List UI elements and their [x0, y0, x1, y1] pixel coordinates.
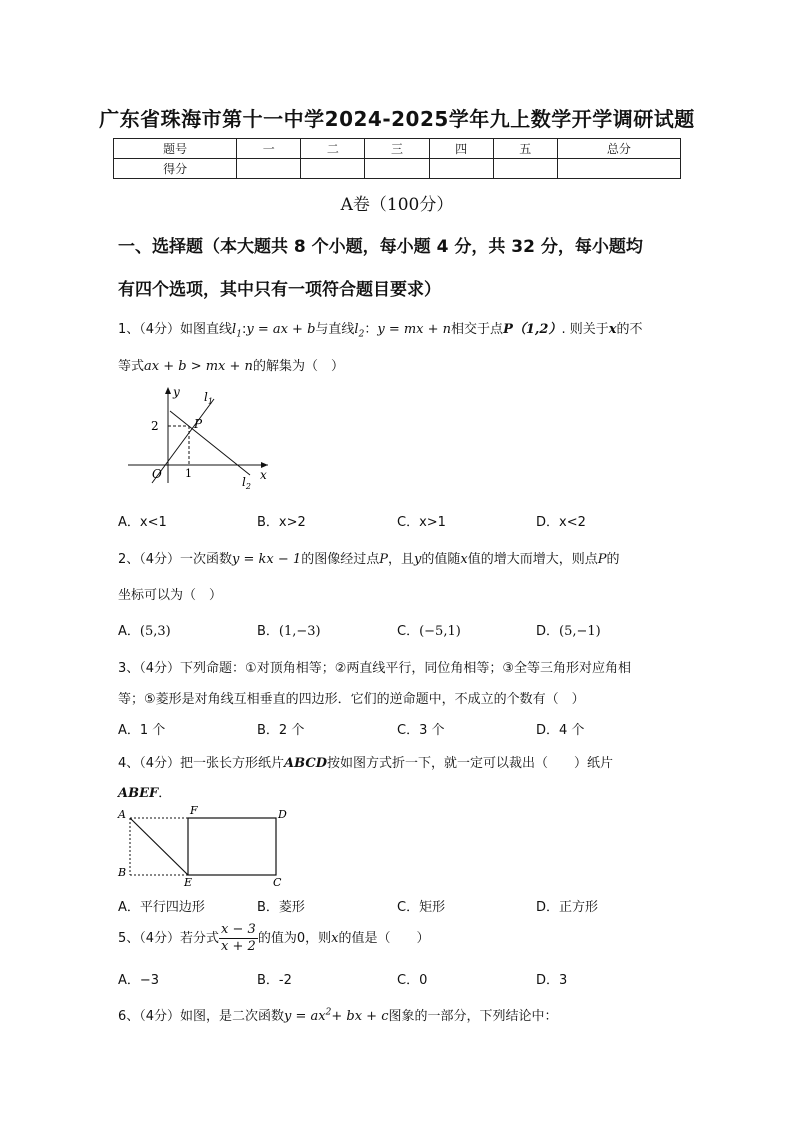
q4-option-c[interactable]: C．矩形 — [397, 900, 446, 915]
q2-line2: 坐标可以为（ ） — [118, 588, 223, 603]
section-a-title: A卷（100分） — [340, 195, 454, 215]
fold-line-ae — [130, 818, 188, 875]
label-c: C — [273, 876, 282, 888]
tick-two-label: 2 — [151, 419, 159, 433]
q3-option-c[interactable]: C．3 个 — [397, 723, 445, 738]
q5-option-c[interactable]: C．0 — [397, 973, 428, 988]
score-cell[interactable] — [237, 159, 301, 179]
label-a: A — [118, 808, 126, 821]
point-p-label: P — [194, 417, 203, 431]
q1-option-c[interactable]: C．x>1 — [397, 515, 446, 530]
q4-line2: ABEF． — [118, 786, 172, 801]
q4-option-d[interactable]: D．正方形 — [536, 900, 599, 915]
q4-figure — [116, 804, 296, 888]
y-label: y — [173, 385, 180, 399]
q3-option-b[interactable]: B．2 个 — [257, 723, 305, 738]
header-cell: 题号 — [114, 139, 237, 159]
q1-line2: 等式ax + b > mx + n的解集为（ ） — [118, 359, 344, 374]
q2-option-c[interactable]: C．(−5,1) — [397, 624, 461, 639]
q2-option-a[interactable]: A．(5,3) — [118, 624, 171, 639]
header-cell: 总分 — [557, 139, 680, 159]
q5-option-d[interactable]: D．3 — [536, 973, 568, 988]
exam-title: 广东省珠海市第十一中学2024-2025学年九上数学开学调研试题 — [99, 107, 695, 131]
q1-option-b[interactable]: B．x>2 — [257, 515, 306, 530]
y-axis-arrow — [165, 387, 171, 394]
q1-option-d[interactable]: D．x<2 — [536, 515, 586, 530]
q6-line: 6、（4分）如图，是二次函数$y = ax^2+$ bx + c图象的一部分，下列结论中： — [118, 1007, 558, 1024]
q1-line1: 1、（4分）如图直线$l_1:y$ = ax + b与直线$l_2$：y = mx + n相交于点P（1,2）. 则关于x的不 — [118, 322, 643, 340]
score-cell[interactable] — [429, 159, 493, 179]
q3-line1: 3、（4分）下列命题：①对顶角相等；②两直线平行，同位角相等；③全等三角形对应角相 — [118, 661, 632, 676]
row-label-cell: 得分 — [114, 159, 237, 179]
score-cell[interactable] — [365, 159, 429, 179]
q5-option-a[interactable]: A．−3 — [118, 973, 160, 988]
q4-line1: 4、（4分）把一张长方形纸片ABCD按如图方式折一下，就一定可以裁出（ ）纸片 — [118, 756, 613, 771]
q5-line: 5、（4分）若分式 $\frac{x - 3}{x + 2}$ 的值为0，则x的值是（ ） — [118, 922, 430, 954]
q1-eq2: y = mx + n — [377, 322, 452, 337]
q1-figure — [118, 383, 278, 493]
score-cell[interactable] — [301, 159, 365, 179]
q4-option-b[interactable]: B．菱形 — [257, 900, 305, 915]
q1-option-a[interactable]: A．x<1 — [118, 515, 167, 530]
q3-line2: 等；⑤菱形是对角线互相垂直的四边形．它们的逆命题中，不成立的个数有（ ） — [118, 692, 585, 707]
header-cell: 三 — [365, 139, 429, 159]
tick-one-label: 1 — [185, 467, 192, 480]
q3-option-a[interactable]: A．1 个 — [118, 723, 166, 738]
rect-fdce — [188, 818, 276, 875]
score-cell[interactable] — [493, 159, 557, 179]
label-e: E — [184, 876, 193, 888]
l2-label: $l_2$ — [242, 475, 251, 491]
header-cell: 一 — [237, 139, 301, 159]
q2-option-b[interactable]: B．(1,−3) — [257, 624, 321, 639]
origin-label: O — [152, 467, 162, 481]
q4-option-a[interactable]: A．平行四边形 — [118, 900, 205, 915]
q5-fraction: $\frac{x - 3}{x + 2}$ — [221, 922, 256, 954]
label-f: F — [190, 804, 198, 817]
score-table-header-row — [114, 139, 681, 159]
score-table-score-row — [114, 159, 681, 179]
label-d: D — [278, 808, 287, 821]
score-cell[interactable] — [557, 159, 680, 179]
header-cell: 四 — [429, 139, 493, 159]
score-table — [113, 138, 681, 179]
l1-label: $l_1$ — [204, 390, 213, 406]
header-cell: 二 — [301, 139, 365, 159]
part-one-heading-line2: 有四个选项，其中只有一项符合题目要求） — [118, 280, 441, 300]
q2-line1: 2、（4分）一次函数y = kx − 1的图像经过点P，且y的值随x值的增大而增大，则点P的 — [118, 552, 620, 567]
label-b: B — [118, 866, 127, 879]
x-label: x — [260, 468, 267, 482]
q5-option-b[interactable]: B．-2 — [257, 973, 292, 988]
q1-eq1: y = ax + b — [246, 322, 316, 337]
part-one-heading-line1: 一、选择题（本大题共 8 个小题，每小题 4 分，共 32 分，每小题均 — [118, 237, 643, 257]
q3-option-d[interactable]: D．4 个 — [536, 723, 585, 738]
header-cell: 五 — [493, 139, 557, 159]
q2-option-d[interactable]: D．(5,−1) — [536, 624, 601, 639]
